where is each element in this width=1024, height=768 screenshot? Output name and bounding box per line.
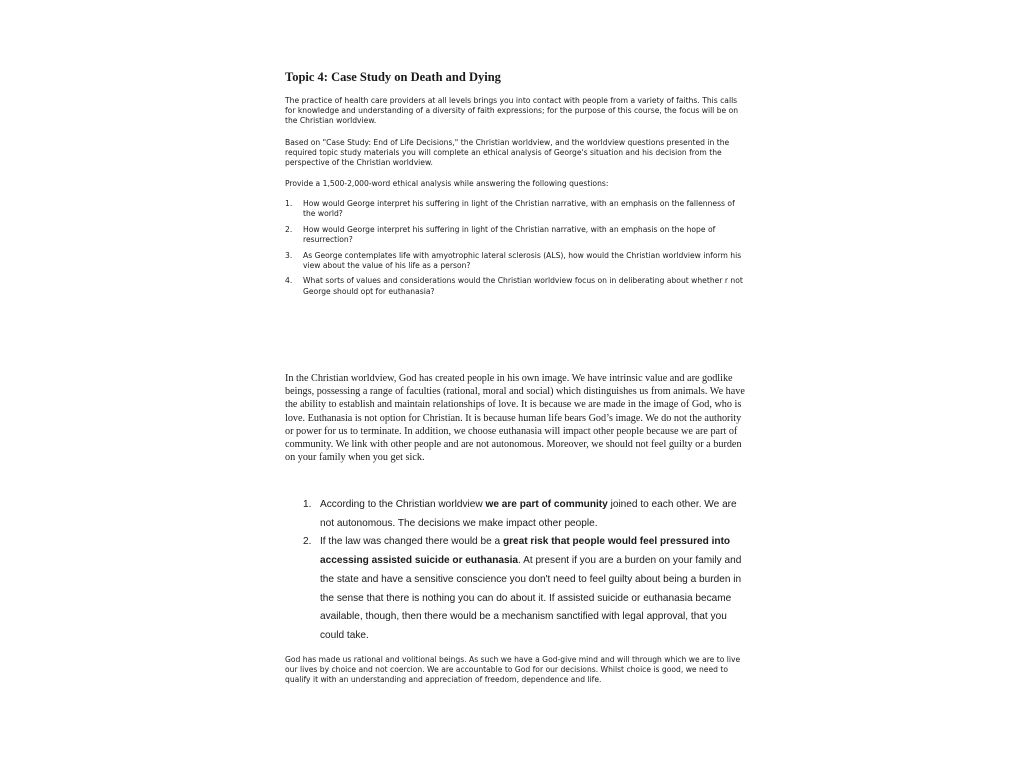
answer-point-text-after: joined to each other. We are not autonomous. The decisions we make impact other people. [320, 499, 737, 529]
intro-paragraph-3: Provide a 1,500-2,000-word ethical analysis while answering the following questions: [285, 179, 609, 188]
question-item [285, 199, 743, 219]
question-item [285, 276, 743, 296]
question-number: 1. [285, 199, 293, 208]
answer-point-text-before: According to the Christian worldview [320, 499, 486, 510]
question-number: 4. [285, 276, 293, 286]
answer-point [303, 533, 743, 645]
answer-point-text-after: . At present if you are a burden on your family and the state and have a sensitive conscience you don't need to feel guilty about being a burden in the sense that there is nothing you can do about it. If assisted suicide or euthanasia became available, though, then there would be a mechanism sanctified with legal approval, that you could take. [320, 555, 742, 641]
answer-point-number: 1. [303, 499, 312, 510]
answer-paragraph: In the Christian worldview, God has created people in his own image. We have intrinsic value and are godlike beings, possessing a range of faculties (rational, moral and social) which distinguishes us from animals. We have the ability to establish and maintain relationships of love. It is because we are made in the image of God, who is love. Euthanasia is not option for Christian. It is because human life bears God’s image. We do not the authority or power for us to terminate. In addition, we choose euthanasia will impact other people because we are part of community. We link with other people and are not autonomous. Moreover, we should not feel guilty or a burden on your family when you get sick. [285, 373, 745, 464]
closing-paragraph: God has made us rational and volitional beings. As such we have a God-give mind and will through which we are to live our lives by choice and not coercion. We are accountable to God for our decisions. Whilst choice is good, we need to qualify it with an understanding and appreciation of freedom, dependence and life. [285, 655, 741, 685]
answer-point-text [320, 499, 737, 529]
question-item [285, 251, 743, 271]
answer-point-text-before: If the law was changed there would be a [320, 536, 503, 548]
intro-paragraph-1: The practice of health care providers at all levels brings you into contact with people from a variety of faiths. This calls for knowledge and understanding of a diversity of faith expressions; for the purpose of this course, the focus will be on the Christian worldview. [285, 96, 739, 126]
answer-point-emphasis: we are part of community [485, 499, 608, 510]
intro-paragraph-2: Based on "Case Study: End of Life Decisions," the Christian worldview, and the worldview questions presented in the required topic study materials you will complete an ethical analysis of George's situation and his decision from the perspective of the Christian worldview. [285, 138, 730, 168]
questions-list [285, 199, 743, 302]
question-item [285, 225, 743, 245]
question-text: What sorts of values and considerations would the Christian worldview focus on in deliberating about whether r not George should opt for euthanasia? [303, 276, 743, 296]
answer-point [303, 496, 743, 533]
question-text: As George contemplates life with amyotrophic lateral sclerosis (ALS), how would the Christian worldview inform his view about the value of his life as a person? [303, 250, 742, 270]
question-text: How would George interpret his suffering in light of the Christian narrative, with an emphasis on the hope of resurrection? [303, 224, 716, 244]
question-text: How would George interpret his suffering in light of the Christian narrative, with an emphasis on the fallenness of the world? [303, 199, 735, 219]
answer-point-emphasis: great risk that people would feel pressured into accessing assisted suicide or euthanasia [320, 536, 731, 567]
answer-point-number: 2. [303, 536, 312, 548]
answer-point-text [320, 536, 741, 641]
question-number: 3. [285, 250, 293, 260]
document-title: Topic 4: Case Study on Death and Dying [285, 70, 501, 84]
question-number: 2. [285, 224, 293, 234]
answer-points-list [303, 496, 743, 646]
